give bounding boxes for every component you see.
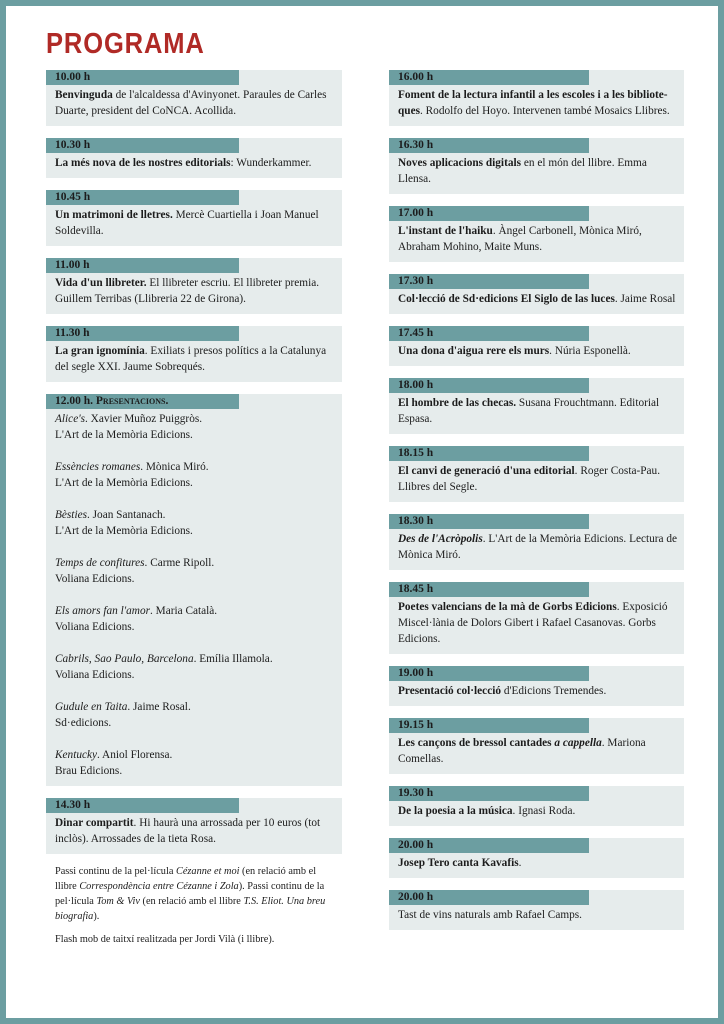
book-title: Temps de confitures <box>55 557 145 569</box>
event-details: . Exposició Miscel·lània de Dolors Gibert i Rafael Casanovas. Gorbs Edicions. <box>398 601 668 645</box>
event-title: Les cançons de bressol cantades <box>398 737 555 749</box>
event-description <box>389 529 684 563</box>
event-description <box>389 85 684 119</box>
book-title: Bèsties <box>55 509 87 521</box>
event-title: El hombre de las checas. <box>398 397 517 409</box>
time-label <box>46 394 239 409</box>
schedule-block <box>389 326 684 366</box>
event-description <box>46 85 342 119</box>
event-description <box>389 289 684 307</box>
event-title: La gran ignomínia <box>55 345 145 357</box>
event-title: Vida d'un llibreter. <box>55 277 147 289</box>
footnotes <box>46 864 342 947</box>
event-details: . Núria Esponellà. <box>549 345 631 357</box>
event-details: . Mariona Comellas. <box>398 737 646 765</box>
schedule-block <box>389 206 684 262</box>
event-description <box>46 153 342 171</box>
time-label: 14.30 h <box>46 798 239 813</box>
event-details: . Ignasi Roda. <box>512 805 576 817</box>
event-title: Col·lecció de Sd·edicions El Siglo de las luces <box>398 293 615 305</box>
event-description <box>389 221 684 255</box>
list-item <box>55 507 336 539</box>
schedule-block <box>46 326 342 382</box>
event-details: . L'Art de la Memòria Edicions. Lectura de Mònica Miró. <box>398 533 678 561</box>
event-description <box>389 461 684 495</box>
note-text: (en relació amb el llibre <box>139 896 244 907</box>
book-title: Els amors fan l'amor <box>55 605 150 617</box>
book-publisher: Brau Edicions. <box>55 765 123 777</box>
schedule-block <box>389 666 684 706</box>
note-text: (en relació amb el llibre <box>55 866 317 892</box>
time-label: 11.00 h <box>46 258 239 273</box>
schedule-block <box>389 70 684 126</box>
event-description <box>389 597 684 647</box>
time-label: 17.00 h <box>389 206 589 221</box>
time-label: 17.30 h <box>389 274 589 289</box>
event-title: Dinar compartit <box>55 817 134 829</box>
book-title: Essències romanes <box>55 461 141 473</box>
event-description <box>389 905 684 923</box>
event-details: Mercè Cuartiella i Joan Manuel Soldevilla. <box>55 209 319 237</box>
time-label: 18.30 h <box>389 514 589 529</box>
book-author: . Jaime Rosal. <box>127 701 191 713</box>
event-description <box>389 153 684 187</box>
book-title: Correspondència entre Cézanne i Zola <box>79 881 239 892</box>
book-title: Alice's <box>55 413 86 425</box>
book-title: Kentucky <box>55 749 98 761</box>
event-title-italic: a cappella <box>554 737 602 749</box>
book-publisher: L'Art de la Memòria Edicions. <box>55 429 193 441</box>
event-details: . <box>518 857 522 869</box>
film-note <box>55 864 340 924</box>
time-label: 17.45 h <box>389 326 589 341</box>
book-author: . Xavier Muñoz Puiggròs. <box>85 413 203 425</box>
event-details: Susana Frouchtmann. Editorial Espasa. <box>398 397 660 425</box>
event-details: El llibreter escriu. El llibreter premia. Guillem Terribas (Llibreria 22 de Girona). <box>55 277 320 305</box>
book-publisher: Voliana Edicions. <box>55 669 135 681</box>
event-title: El canvi de generació d'una editorial <box>398 465 575 477</box>
event-details: : Wunderkammer. <box>230 157 312 169</box>
list-item <box>55 747 336 779</box>
book-author: . Joan Santanach. <box>87 509 166 521</box>
event-details: d'Edicions Tremendes. <box>501 685 607 697</box>
schedule-block <box>389 582 684 654</box>
book-publisher: L'Art de la Memòria Edicions. <box>55 477 193 489</box>
schedule-block <box>389 890 684 930</box>
time-label: 19.30 h <box>389 786 589 801</box>
event-title: Noves aplicacions digitals <box>398 157 522 169</box>
event-details: Tast de vins naturals amb Rafael Camps. <box>398 909 582 921</box>
event-title: La més nova de les nostres editorials <box>55 157 231 169</box>
schedule-block <box>46 798 342 854</box>
book-publisher: Voliana Edicions. <box>55 621 135 633</box>
schedule-block <box>46 138 342 178</box>
time-label: 19.00 h <box>389 666 589 681</box>
schedule-block <box>389 446 684 502</box>
book-publisher: Voliana Edicions. <box>55 573 135 585</box>
book-title: Gudule en Taita <box>55 701 128 713</box>
event-title: Des de l'Acròpolis <box>398 533 483 545</box>
event-description <box>389 733 684 767</box>
event-details: en el món del llibre. Emma Llensa. <box>398 157 647 185</box>
time-label: 11.30 h <box>46 326 239 341</box>
book-author: . Aniol Florensa. <box>97 749 173 761</box>
time-label: 18.15 h <box>389 446 589 461</box>
flashmob-note: Flash mob de taitxí realitzada per Jordi Vilà (i llibre). <box>55 934 275 945</box>
list-item <box>55 411 336 443</box>
time-label: 10.00 h <box>46 70 239 85</box>
event-description <box>389 341 684 359</box>
schedule-block <box>46 70 342 126</box>
event-description <box>46 341 342 375</box>
book-author: . Mònica Miró. <box>140 461 209 473</box>
note-text: Passi continu de la pel·lícula <box>55 866 176 877</box>
event-description <box>46 273 342 307</box>
morning-schedule <box>46 70 342 955</box>
book-publisher: L'Art de la Memòria Edicions. <box>55 525 193 537</box>
time-label: 10.30 h <box>46 138 239 153</box>
event-title: Presentació col·lecció <box>398 685 501 697</box>
time-label: 16.30 h <box>389 138 589 153</box>
event-details: . Rodolfo del Hoyo. Intervenen també Mosaics Llibres. <box>419 105 670 117</box>
event-details: . Jaime Rosal <box>614 293 676 305</box>
film-title: Tom & Viv <box>96 896 140 907</box>
event-title: L'instant de l'haiku <box>398 225 493 237</box>
list-item <box>55 699 336 731</box>
event-title: Una dona d'aigua rere els murs <box>398 345 550 357</box>
time-label: 20.00 h <box>389 890 589 905</box>
page-title: PROGRAMA <box>46 28 205 60</box>
book-publisher: Sd·edicions. <box>55 717 112 729</box>
list-item <box>55 555 336 587</box>
event-title: Un matrimoni de lletres. <box>55 209 173 221</box>
event-details: . Roger Costa-Pau. Llibres del Segle. <box>398 465 661 493</box>
time-label: 10.45 h <box>46 190 239 205</box>
list-item <box>55 459 336 491</box>
list-item <box>55 603 336 635</box>
event-title: Josep Tero canta Kavafis <box>398 857 519 869</box>
presentations-block <box>46 394 342 786</box>
book-author: . Maria Català. <box>150 605 218 617</box>
time-label: 18.45 h <box>389 582 589 597</box>
event-description <box>46 813 342 847</box>
event-details: de l'alcaldessa d'Avinyonet. Paraules de Carles Duarte, president del CoNCA. Acollida. <box>55 89 327 117</box>
event-title: Benvinguda <box>55 89 113 101</box>
book-title: T.S. Eliot. Una breu biografia <box>55 896 326 922</box>
afternoon-schedule <box>389 70 684 942</box>
list-item <box>55 651 336 683</box>
schedule-block <box>389 274 684 314</box>
event-details: . Hi haurà una arrossada per 10 euros (tot inclòs). Arrossades de la tieta Rosa. <box>55 817 321 845</box>
time-label: 18.00 h <box>389 378 589 393</box>
schedule-block <box>389 838 684 878</box>
time-label: 19.15 h <box>389 718 589 733</box>
section-label: Presentacions. <box>95 395 169 407</box>
event-details: . Exiliats i presos polítics a la Catalunya del segle XXI. Jaume Sobrequés. <box>55 345 327 373</box>
book-title: Cabrils, Sao Paulo, Barcelona <box>55 653 194 665</box>
event-title: De la poesia a la música <box>398 805 513 817</box>
event-description <box>389 393 684 427</box>
book-author: . Carme Ripoll. <box>144 557 215 569</box>
schedule-block <box>389 718 684 774</box>
film-title: Cézanne et moi <box>175 866 240 877</box>
event-title: Poetes valencians de la mà de Gorbs Edicions <box>398 601 617 613</box>
schedule-block <box>46 190 342 246</box>
book-author: . Emília Illamola. <box>193 653 273 665</box>
event-description <box>389 853 684 871</box>
event-details: . Àngel Carbonell, Mònica Miró, Abraham Mohino, Maite Muns. <box>398 225 642 253</box>
event-description <box>389 681 684 699</box>
event-description <box>46 205 342 239</box>
note-text: ). <box>93 911 100 922</box>
time-value: 12.00 h. <box>55 395 96 407</box>
schedule-block <box>46 258 342 314</box>
time-label: 20.00 h <box>389 838 589 853</box>
note-text: ). Passi continu de la pel·lícula <box>55 881 325 907</box>
schedule-block <box>389 786 684 826</box>
presentations-list <box>46 409 342 779</box>
event-title: Foment de la lectura infantil a les escoles i a les bibliote-ques <box>398 89 668 117</box>
time-label: 16.00 h <box>389 70 589 85</box>
schedule-block <box>389 378 684 434</box>
schedule-block <box>389 514 684 570</box>
event-description <box>389 801 684 819</box>
schedule-block <box>389 138 684 194</box>
